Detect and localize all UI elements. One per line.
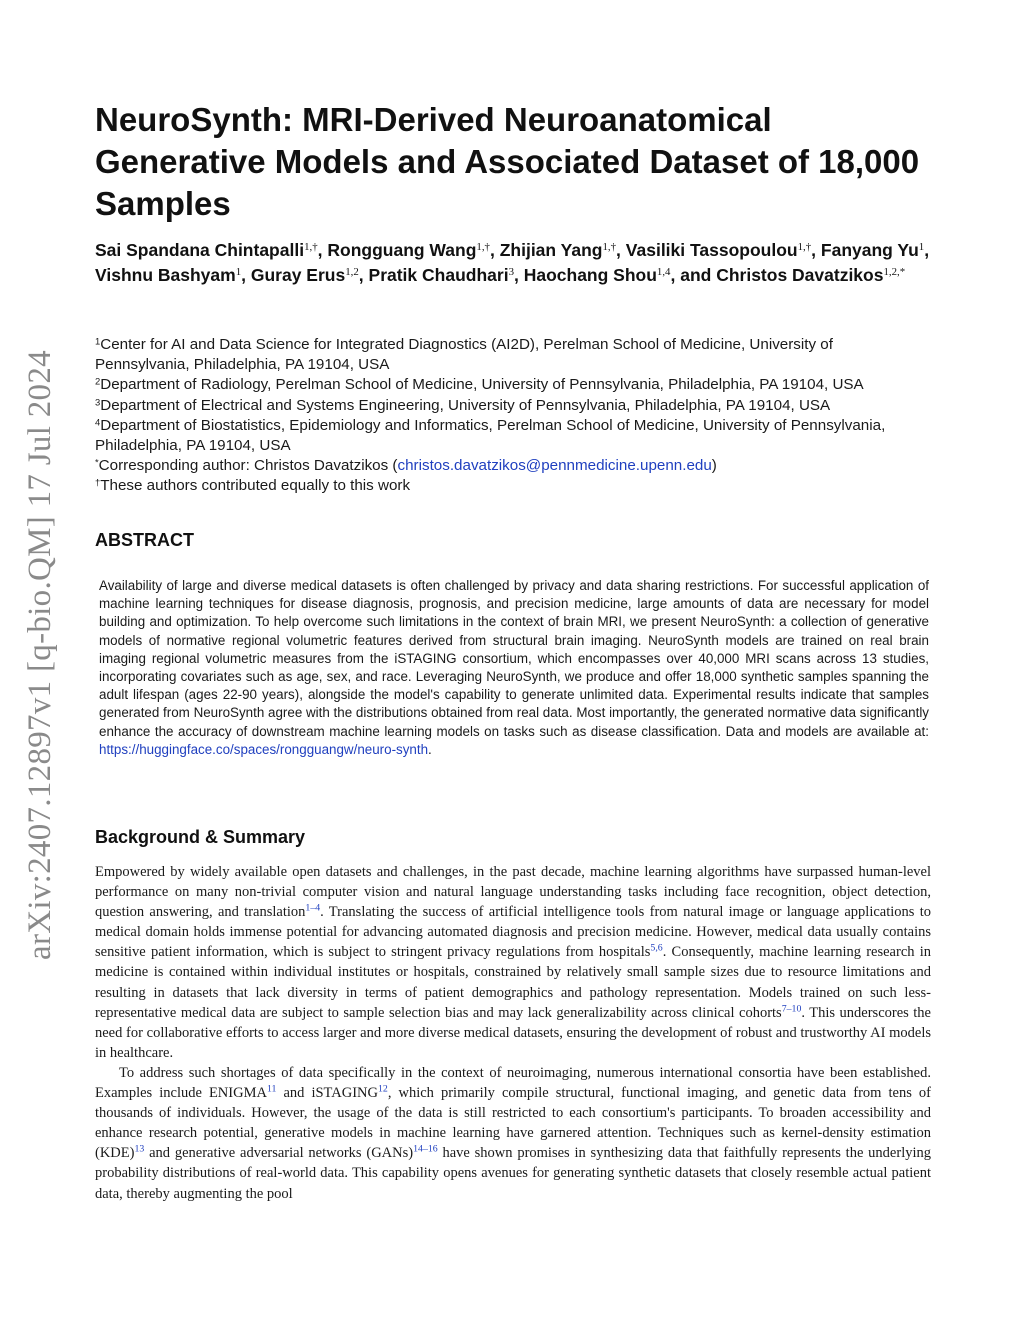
author-separator: , bbox=[616, 240, 626, 260]
dataset-link[interactable]: https://huggingface.co/spaces/rongguangw/neuro-synth bbox=[99, 741, 429, 757]
author-name: Rongguang Wang bbox=[327, 240, 477, 260]
author-affiliation-mark: 1,2 bbox=[345, 266, 359, 279]
author-name: Haochang Shou bbox=[523, 265, 657, 285]
author-name: Pratik Chaudhari bbox=[368, 265, 509, 285]
affiliation-4: $^4$Department of Biostatistics, Epidemiology and Informatics, Perelman School of Medicine, University of Pennsylvania, Philadelphia, PA 19104, USA bbox=[95, 416, 886, 455]
author-affiliation-mark: 1,† bbox=[304, 241, 318, 254]
affiliation-2: $^2$Department of Radiology, Perelman School of Medicine, University of Pennsylvania, Philadelphia, PA 19104, USA bbox=[95, 375, 864, 394]
author-separator: , and bbox=[670, 265, 717, 285]
author-separator: , bbox=[358, 265, 369, 285]
author-affiliation-mark: 1,2,* bbox=[883, 266, 906, 279]
author-separator: , bbox=[489, 240, 500, 260]
author-affiliation-mark: 3 bbox=[508, 266, 514, 279]
author-affiliation-mark: 1 bbox=[235, 266, 242, 279]
citation[interactable]: 12 bbox=[377, 1083, 388, 1095]
author-separator: , bbox=[513, 265, 524, 285]
corresponding-author: *Corresponding author: Christos Davatzikos (christos.davatzikos@pennmedicine.upenn.edu) bbox=[95, 456, 717, 475]
author-separator: , bbox=[241, 265, 251, 285]
corresponding-email-link[interactable]: christos.davatzikos@pennmedicine.upenn.edu bbox=[397, 457, 712, 475]
author-affiliation-mark: 1,† bbox=[476, 241, 490, 254]
author-name: Christos Davatzikos bbox=[716, 265, 884, 285]
arxiv-identifier-stamp: arXiv:2407.12897v1 [q-bio.QM] 17 Jul 2024 bbox=[22, 350, 58, 960]
author-name: Fanyang Yu bbox=[820, 240, 919, 260]
author-affiliation-mark: 1,4 bbox=[656, 266, 671, 279]
author-separator: , bbox=[811, 240, 821, 260]
author-separator: , bbox=[924, 240, 930, 260]
author-name: Zhijian Yang bbox=[499, 240, 603, 260]
paragraph-2: To address such shortages of data specifically in the context of neuroimaging, numerous international consortia have been established. Examples include ENIGMA$^{11}$ and iSTAGING$^{12}$, which primarily compile structural, functional imaging, and genetic data from tens of thousands of individuals. However, the usage of the data is still restricted to each consortium's participants. To broaden accessibility and enhance research potential, generative models in machine learning have garnered attention. Techniques such as kernel-density estimation (KDE)$^{13}$ and generative adversarial networks (GANs)$^{14-16}$ have shown promises in synthesizing data that faithfully represents the underlying probability distributions of real-world data. This capability opens avenues for generating synthetic datasets that closely resemble actual patient data, thereby augmenting the pool bbox=[95, 1064, 931, 1202]
equal-contribution-note: †These authors contributed equally to this work bbox=[95, 476, 411, 495]
citation[interactable]: 14–16 bbox=[413, 1143, 438, 1155]
background-body bbox=[95, 862, 931, 1204]
citation[interactable]: 7–10 bbox=[781, 1003, 802, 1015]
affiliation-3: $^3$Department of Electrical and Systems Engineering, University of Pennsylvania, Philadelphia, PA 19104, USA bbox=[95, 395, 831, 414]
citation[interactable]: 5,6 bbox=[650, 942, 663, 954]
citation[interactable]: 13 bbox=[134, 1143, 145, 1155]
abstract-heading: ABSTRACT bbox=[95, 530, 194, 550]
citation[interactable]: 1–4 bbox=[305, 902, 321, 914]
author-name: Sai Spandana Chintapalli bbox=[95, 240, 305, 260]
author-list bbox=[95, 238, 931, 288]
affiliation-1: $^1$Center for AI and Data Science for Integrated Diagnostics (AI2D), Perelman School of Medicine, University of Pennsylvania, Philadelphia, PA 19104, USA bbox=[95, 335, 833, 374]
paragraph-1: Empowered by widely available open datasets and challenges, in the past decade, machine learning algorithms have surpassed human-level performance on many non-trivial computer vision and natural language understanding tasks including face recognition, object detection, question answering, and translation$^{1-4}$. Translating the success of artificial intelligence tools from natural image or language applications to medical domain holds immense potential for advancing automated diagnosis and precision medicine. However, medical data usually contains sensitive patient information, which is subject to stringent privacy regulations from hospitals$^{5,6}$. Consequently, machine learning research in medicine is contained within individual institutes or hospitals, constrained by relatively small sample sizes due to resource limitations and resulting in datasets that lack diversity in terms of patient demographics and pathology representation. Models trained on such less-representative medical data are subject to sample selection bias and may lack generalizability across clinical cohorts$^{7-10}$. This underscores the need for collaborative efforts to access larger and more diverse medical datasets, ensuring the development of robust and trustworthy AI models in healthcare. bbox=[95, 864, 932, 1061]
author-name: Guray Erus bbox=[250, 265, 346, 285]
author-affiliation-mark: 1 bbox=[918, 241, 925, 254]
abstract-text: Availability of large and diverse medical datasets is often challenged by privacy and data sharing restrictions. For successful application of machine learning techniques for disease diagnosis, prognosis, and precision medicine, large amounts of data are necessary for model building and optimization. To help overcome such limitations in the context of brain MRI, we present NeuroSynth: a collection of generative models of normative regional volumetric features derived from structural brain imaging. NeuroSynth models are trained on real brain imaging regional volumetric measures from the iSTAGING consortium, which encompasses over 40,000 MRI scans across 13 studies, incorporating covariates such as age, sex, and race. Leveraging NeuroSynth, we produce and offer 18,000 synthetic samples spanning the adult lifespan (ages 22-90 years), alongside the model's capability to generate unlimited data. Experimental results indicate that samples generated from NeuroSynth agree with the distributions obtained from real data. Most importantly, the generated normative data significantly enhance the accuracy of downstream machine learning models on tasks such as disease classification. Data and models are available at: https://huggingface.co/spaces/rongguangw/neuro-synth. bbox=[99, 578, 929, 757]
background-heading: Background & Summary bbox=[95, 827, 306, 847]
paper-title: NeuroSynth: MRI-Derived Neuroanatomical Generative Models and Associated Dataset of 18,000 Samples bbox=[95, 101, 920, 222]
author-separator: , bbox=[317, 240, 328, 260]
author-affiliation-mark: 1,† bbox=[602, 241, 617, 254]
author-name: Vasiliki Tassopoulou bbox=[625, 240, 798, 260]
citation[interactable]: 11 bbox=[266, 1083, 277, 1095]
affiliations bbox=[95, 335, 931, 497]
author-affiliation-mark: 1,† bbox=[797, 241, 812, 254]
author-name: Vishnu Bashyam bbox=[95, 265, 236, 285]
